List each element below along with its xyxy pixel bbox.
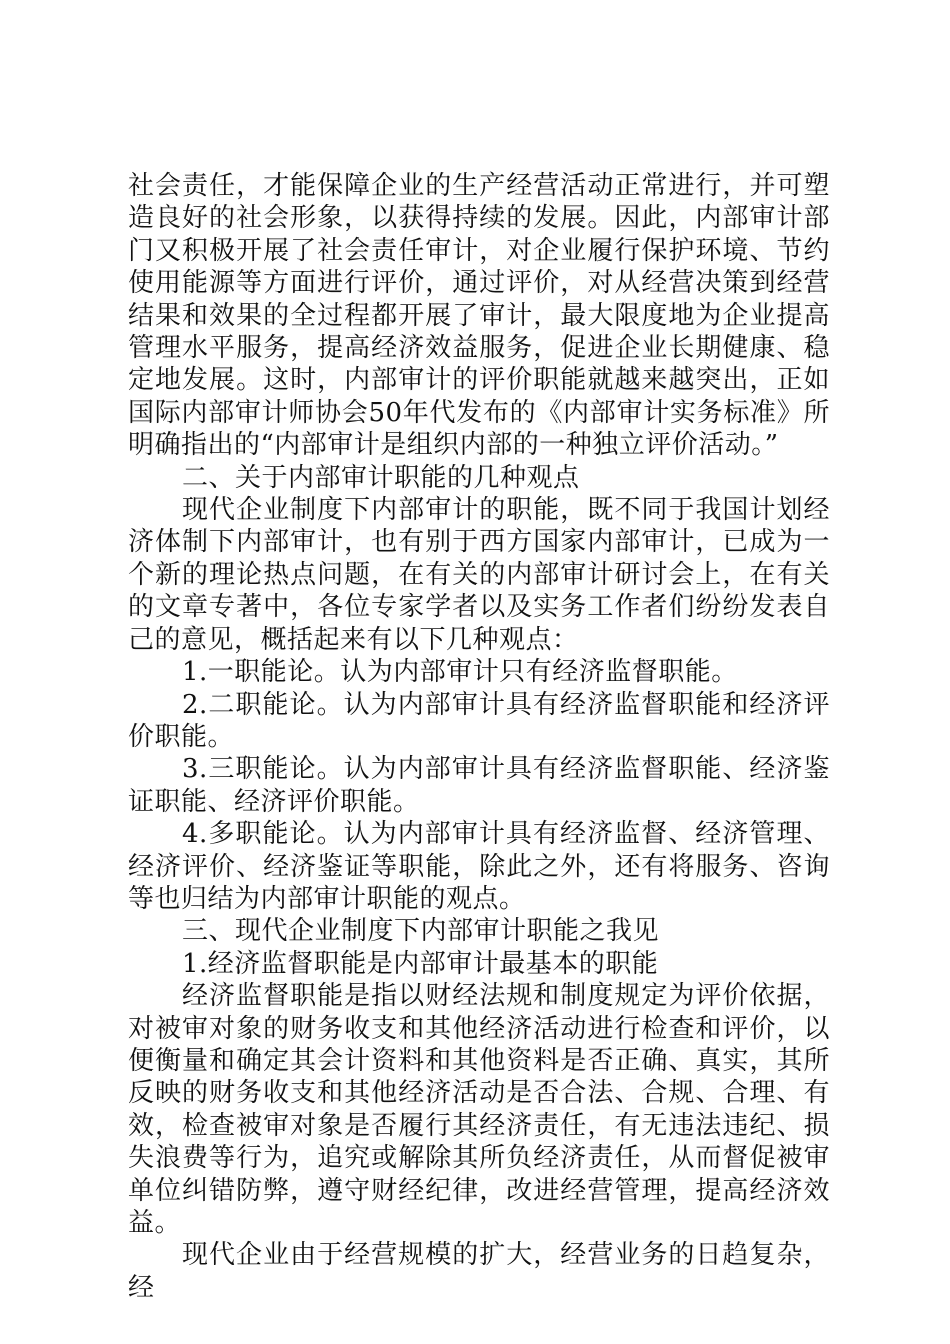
section-heading-2: 二、关于内部审计职能的几种观点 — [182, 462, 580, 493]
subsection-heading-1: 1.经济监督职能是内部审计最基本的职能 — [182, 948, 659, 979]
list-item-multi-functions: 4.多职能论。认为内部审计具有经济监督、经济管理、经济评价、经济鉴证等职能，除此之外，还有将服务、咨询等也归结为内部审计职能的观点。 — [128, 819, 830, 914]
paragraph-modern-enterprise: 现代企业由于经营规模的扩大，经营业务的日趋复杂，经 — [128, 1240, 830, 1303]
paragraph-views-intro: 现代企业制度下内部审计的职能，既不同于我国计划经济体制下内部审计，也有别于西方国家内部审计，已成为一个新的理论热点问题，在有关的内部审计研讨会上，在有关的文章专著中，各位专家学者以及实务工作者们纷纷发表自己的意见，概括起来有以下几种观点： — [128, 495, 830, 655]
paragraph-social-responsibility: 社会责任，才能保障企业的生产经营活动正常进行，并可塑造良好的社会形象，以获得持续的发展。因此，内部审计部门又积极开展了社会责任审计，对企业履行保护环境、节约使用能源等方面进行评价，通过评价，对从经营决策到经营结果和效果的全过程都开展了审计，最大限度地为企业提高管理水平服务，提高经济效益服务，促进企业长期健康、稳定地发展。这时，内部审计的评价职能就越来越突出，正如国际内部审计师协会50年代发布的《内部审计实务标准》所明确指出的“内部审计是组织内部的一种独立评价活动。” — [128, 171, 830, 461]
document-page — [128, 170, 830, 1304]
section-heading-3: 三、现代企业制度下内部审计职能之我见 — [182, 916, 660, 947]
list-item-one-function: 1.一职能论。认为内部审计只有经济监督职能。 — [182, 657, 738, 688]
paragraph-economic-supervision: 经济监督职能是指以财经法规和制度规定为评价依据，对被审对象的财务收支和其他经济活动进行检查和评价，以便衡量和确定其会计资料和其他资料是否正确、真实，其所反映的财务收支和其他经济活动是否合法、合规、合理、有效，检查被审对象是否履行其经济责任，有无违法违纪、损失浪费等行为，追究或解除其所负经济责任，从而督促被审单位纠错防弊，遵守财经纪律，改进经营管理，提高经济效益。 — [128, 981, 830, 1238]
list-item-two-functions: 2.二职能论。认为内部审计具有经济监督职能和经济评价职能。 — [128, 689, 830, 752]
list-item-three-functions: 3.三职能论。认为内部审计具有经济监督职能、经济鉴证职能、经济评价职能。 — [128, 754, 830, 817]
